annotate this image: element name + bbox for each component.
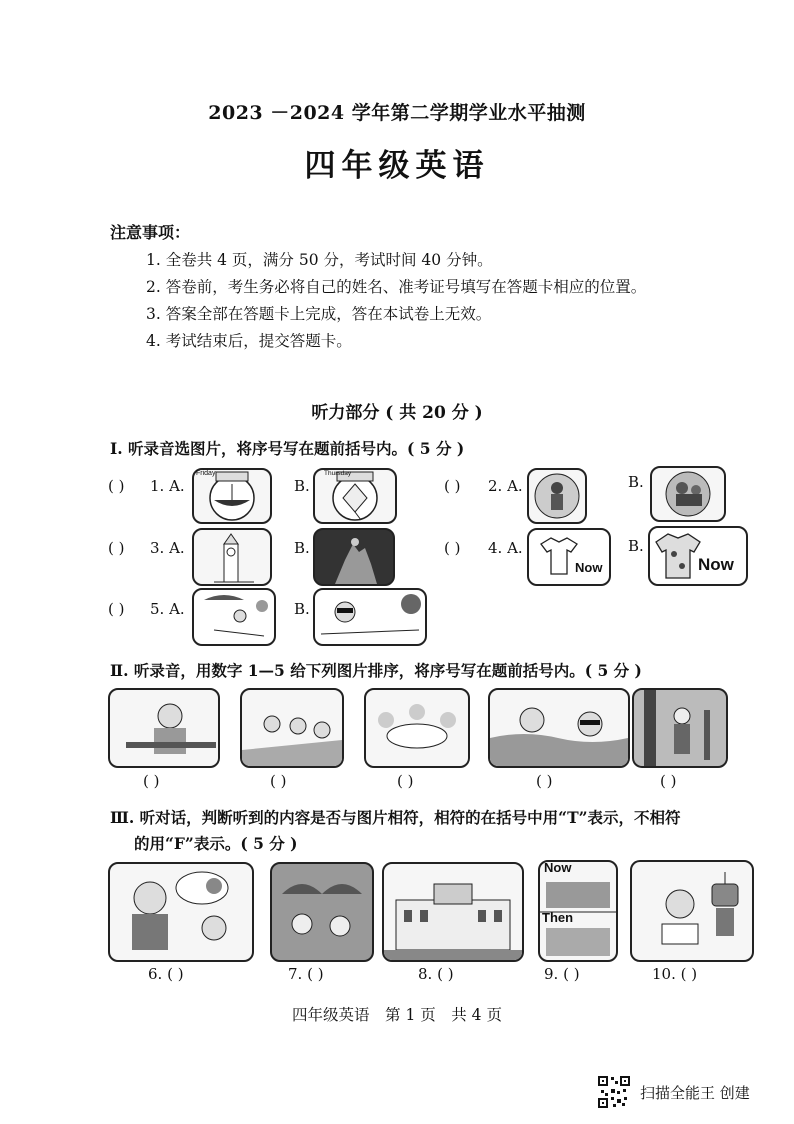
q2-option-b-label: B.: [628, 473, 644, 491]
scanner-watermark: 扫描全能王 创建: [640, 1084, 750, 1102]
exam-title-subject: 四年级英语: [304, 148, 490, 184]
section2-picture-4: [488, 688, 630, 768]
q4-option-a-picture: [527, 528, 611, 586]
q4-label: 4. A.: [488, 539, 523, 557]
friday-label: Friday: [196, 470, 216, 477]
listening-section-title: 听力部分 ( 共 20 分 ): [311, 403, 483, 423]
q9-now-text: Now: [544, 860, 572, 875]
q1-label: 1. A.: [150, 477, 185, 495]
notice-item-4: 4. 考试结束后，提交答题卡。: [146, 332, 352, 350]
section3-picture-6: [108, 862, 254, 962]
section3-answer-8: 8. ( ): [418, 965, 454, 983]
q5-option-b-label: B.: [294, 600, 310, 618]
section2-picture-2: [240, 688, 344, 768]
section3-answer-7: 7. ( ): [288, 965, 324, 983]
q2-option-a-picture: [527, 468, 587, 524]
exam-title-line1: 2023 －2024 学年第二学期学业水平抽测: [208, 102, 586, 124]
section2-picture-3: [364, 688, 470, 768]
q3-option-a-picture: [192, 528, 272, 586]
q5-option-b-picture: [313, 588, 427, 646]
q4-option-b-label: B.: [628, 537, 644, 555]
q3-option-b-picture: [313, 528, 395, 586]
q4-b-now-text: Now: [698, 555, 734, 574]
q3-label: 3. A.: [150, 539, 185, 557]
section2-paren-5: ( ): [660, 772, 677, 790]
answer-paren-q1: ( ): [108, 477, 125, 495]
section2-heading: Ⅱ. 听录音，用数字 1—5 给下列图片排序，将序号写在题前括号内。( 5 分 ): [110, 661, 642, 680]
q2-option-b-picture: [650, 466, 726, 522]
section2-paren-1: ( ): [143, 772, 160, 790]
q1-option-b-label: B.: [294, 477, 310, 495]
notice-item-1: 1. 全卷共 4 页，满分 50 分，考试时间 40 分钟。: [146, 251, 493, 269]
q3-option-b-label: B.: [294, 539, 310, 557]
section3-heading-line2: 的用“F”表示。( 5 分 ): [134, 834, 298, 853]
section3-picture-10: [630, 860, 754, 962]
section3-answer-9: 9. ( ): [544, 965, 580, 983]
section3-answer-6: 6. ( ): [148, 965, 184, 983]
notice-item-3: 3. 答案全部在答题卡上完成，答在本试卷上无效。: [146, 305, 492, 323]
notice-item-2: 2. 答卷前，考生务必将自己的姓名、准考证号填写在答题卡相应的位置。: [146, 278, 647, 296]
answer-paren-q5: ( ): [108, 600, 125, 618]
section3-heading-line1: Ⅲ. 听对话，判断听到的内容是否与图片相符，相符的在括号中用“T”表示，不相符: [110, 808, 681, 827]
thursday-label: Thursday: [324, 470, 352, 477]
section2-picture-1: [108, 688, 220, 768]
q5-option-a-picture: [192, 588, 276, 646]
answer-paren-q3: ( ): [108, 539, 125, 557]
section3-answer-10: 10. ( ): [652, 965, 698, 983]
q9-then-text: Then: [542, 910, 574, 925]
section3-picture-7: [270, 862, 374, 962]
answer-paren-q4: ( ): [444, 539, 461, 557]
page-footer: 四年级英语 第 1 页 共 4 页: [292, 1006, 502, 1024]
q4-a-now-text: Now: [575, 560, 603, 575]
section2-paren-2: ( ): [270, 772, 287, 790]
section2-paren-3: ( ): [397, 772, 414, 790]
notice-heading: 注意事项：: [110, 223, 191, 242]
section2-paren-4: ( ): [536, 772, 553, 790]
q5-label: 5. A.: [150, 600, 185, 618]
answer-paren-q2: ( ): [444, 477, 461, 495]
section3-picture-8: [382, 862, 524, 962]
q2-label: 2. A.: [488, 477, 523, 495]
qr-code-icon: [597, 1075, 631, 1109]
section2-picture-5: [632, 688, 728, 768]
section1-heading: Ⅰ. 听录音选图片，将序号写在题前括号内。( 5 分 ): [110, 439, 465, 458]
